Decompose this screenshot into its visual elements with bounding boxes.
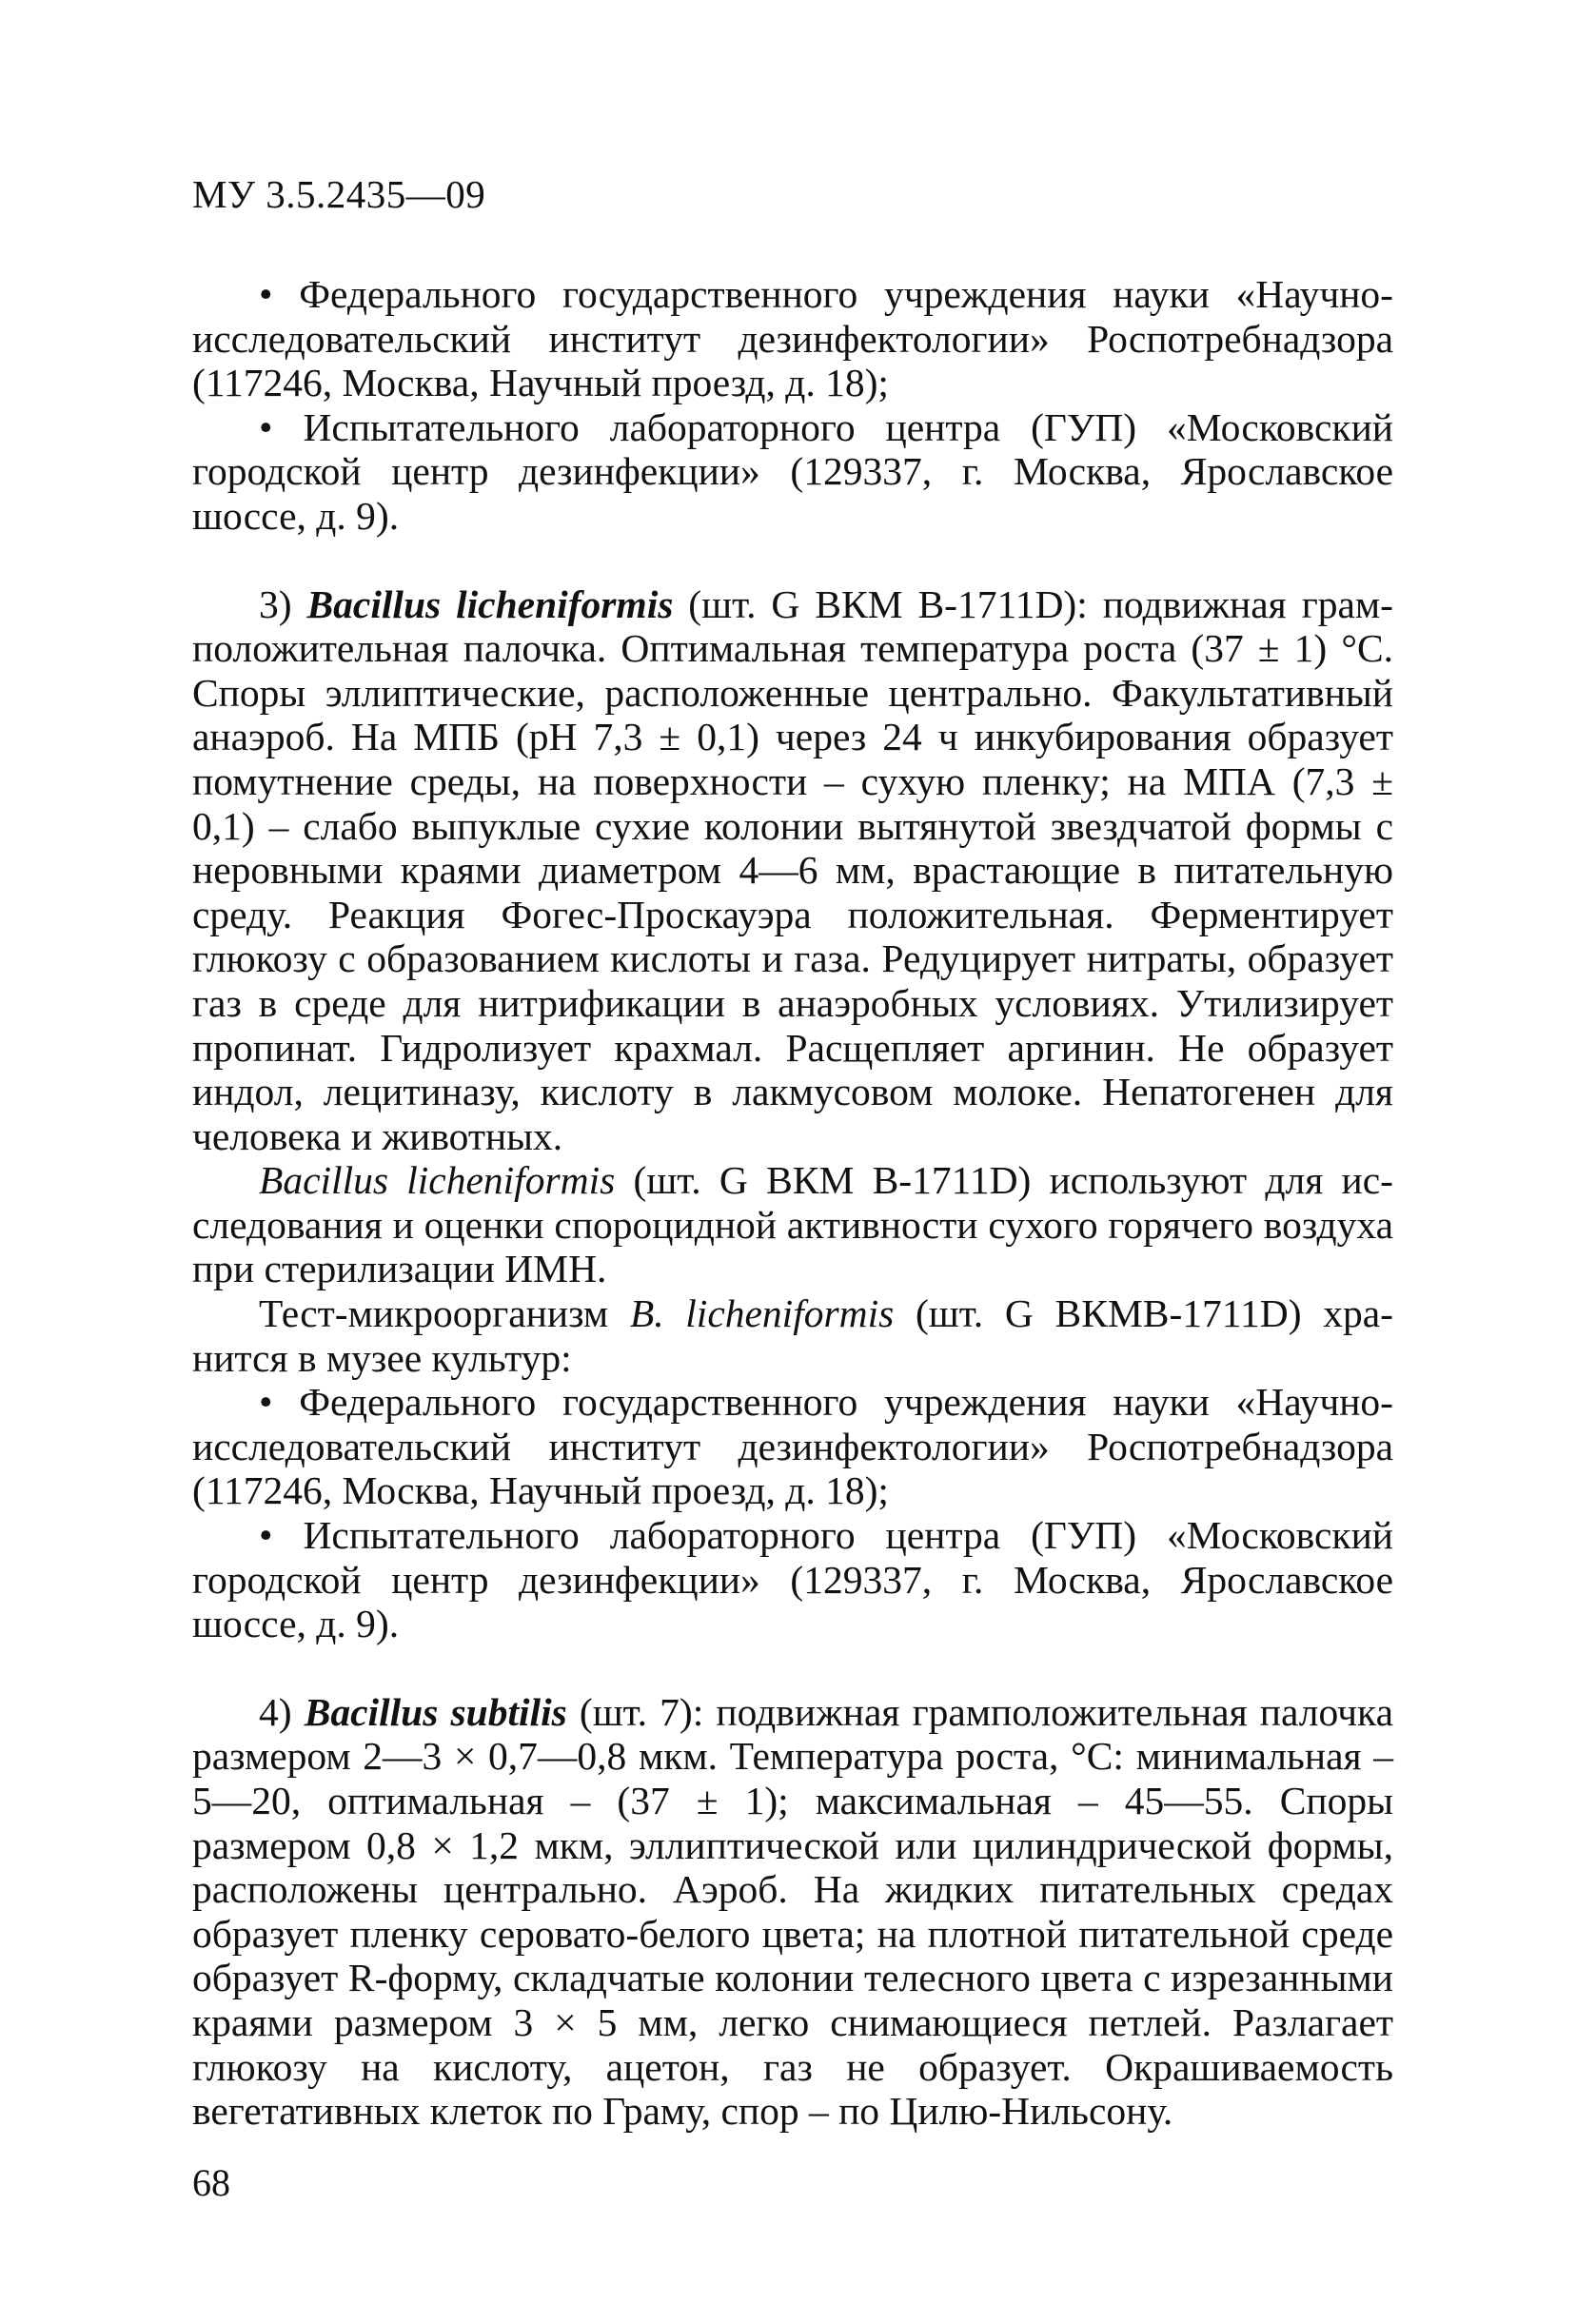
item-number-4: 4)	[259, 1689, 305, 1734]
paragraph-licheniformis-usage	[192, 1158, 1393, 1291]
species-name: Bacillus licheniformis	[306, 581, 674, 626]
paragraph-text: (шт. G ВКМ В-1711D): подвижная грамположительная палочка. Оптимальная температура роста (37 ± 1) °С. Споры эллиптические, расположенные центрально. Факультативный анаэроб. На МПБ (pH 7,3 ± 0,1) через 24 ч инкубирования образует помутнение среды, на поверхности – сухую пленку; на МПА (7,3 ± 0,1) – слабо выпуклые сухие колонии вытянутой звездчатой формы с неровными краями диаметром 4—6 мм, врастающие в питательную среду. Реакция Фогес-Проскауэра положительная. Ферментирует глюкозу с образованием кислоты и газа. Редуцирует нитраты, образует газ в среде для нитрификации в анаэробных условиях. Утилизирует пропинат. Гидролизует крахмал. Расщепляет аргинин. Не образует индол, лецитиназу, кислоту в лакмусовом молоке. Непатогенен для человека и животных.	[192, 581, 1393, 1158]
paragraph-text: (шт. G ВКМ В-1711D) используют для исследования и оценки спороцидной активности сухого горячего воздуха при стерилизации ИМН.	[192, 1158, 1393, 1291]
museum-institute-2: • Федерального государственного учреждения науки «Научно-исследовательский институт дезинфектологии» Роспотребнадзора (117246, Москва, Научный проезд, д. 18);	[192, 1380, 1393, 1513]
museum-institute-1: • Федерального государственного учреждения науки «Научно-исследовательский институт дезинфектологии» Роспотребнадзора (117246, Москва, Научный проезд, д. 18);	[192, 272, 1393, 405]
item-number-3: 3)	[259, 581, 307, 626]
paragraph-bacillus-subtilis	[192, 1690, 1393, 2134]
museum-center-2: • Испытательного лабораторного центра (ГУП) «Московский городской центр дезинфекции» (129337, г. Москва, Ярославское шоссе, д. 9).	[192, 1513, 1393, 1646]
paragraph-bacillus-licheniformis	[192, 582, 1393, 1159]
paragraph-text: (шт. 7): подвижная грамположительная палочка размером 2—3 × 0,7—0,8 мкм. Температура роста, °С: минимальная – 5—20, оптимальная – (37 ± 1); максимальная – 45—55. Споры размером 0,8 × 1,2 мкм, эллиптической или цилиндрической формы, расположены центрально. Аэроб. На жидких питательных средах образует пленку серовато-белого цвета; на плотной питательной среде образует R-форму, складчатые колонии телесного цвета с изрезанными краями размером 3 × 5 мм, легко снимающиеся петлей. Разлагает глюкозу на кислоту, ацетон, газ не образует. Окрашиваемость вегетативных клеток по Граму, спор – по Цилю-Нильсону.	[192, 1689, 1393, 2134]
species-name: B. licheniformis	[629, 1291, 895, 1336]
species-name: Bacillus licheniformis	[259, 1158, 616, 1203]
museum-center-1: • Испытательного лабораторного центра (ГУП) «Московский городской центр дезинфекции» (129337, г. Москва, Ярославское шоссе, д. 9).	[192, 405, 1393, 539]
document-code: МУ 3.5.2435—09	[192, 172, 486, 216]
species-name: Bacillus subtilis	[304, 1689, 567, 1734]
paragraph-test-organism-storage	[192, 1291, 1393, 1380]
document-page	[192, 171, 1393, 2134]
paragraph-text: (шт. G ВКМВ-1711D) хранится в музее культур:	[192, 1291, 1393, 1380]
page-number: 68	[192, 2161, 230, 2204]
paragraph-text: Тест-микроорганизм	[259, 1291, 630, 1336]
